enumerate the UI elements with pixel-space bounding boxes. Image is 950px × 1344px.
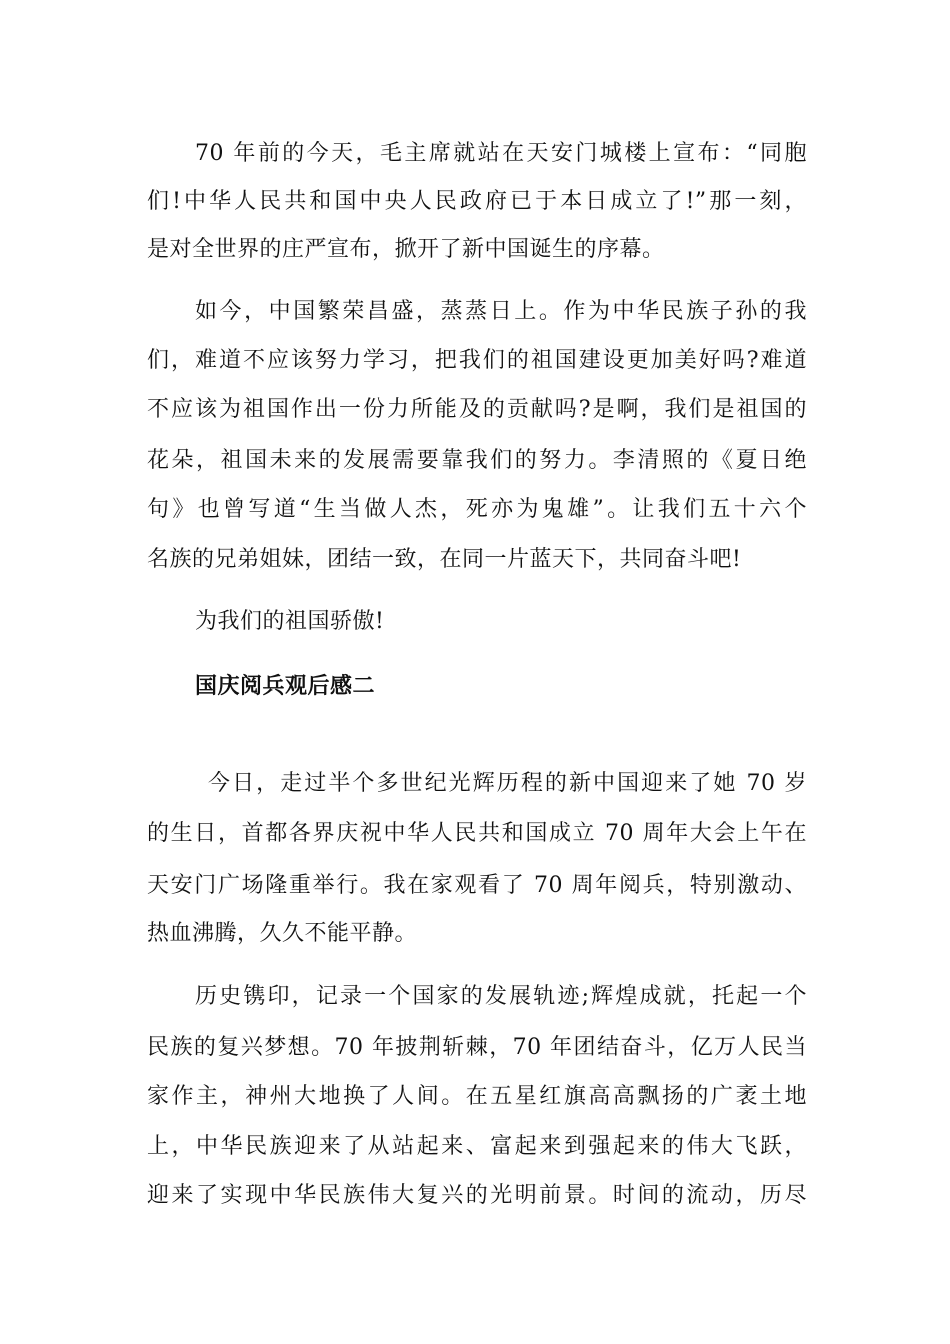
- text-line: 历史镌印，记录一个国家的发展轨迹;辉煌成就，托起一个: [195, 984, 807, 1009]
- text-line: 天安门广场隆重举行。我在家观看了 70 周年阅兵，特别激动、: [147, 873, 807, 898]
- text-line: 花朵，祖国未来的发展需要靠我们的努力。李清照的《夏日绝: [147, 448, 807, 473]
- text-line: 们，难道不应该努力学习，把我们的祖国建设更加美好吗?难道: [147, 348, 807, 373]
- text-line: 70 年前的今天，毛主席就站在天安门城楼上宣布：“同胞: [195, 141, 807, 166]
- text-line: 为我们的祖国骄傲!: [195, 609, 385, 634]
- section-heading: 国庆阅兵观后感二: [195, 673, 376, 699]
- text-line: 民族的复兴梦想。70 年披荆斩棘，70 年团结奋斗，亿万人民当: [147, 1035, 807, 1060]
- text-line: 们!中华人民共和国中央人民政府已于本日成立了!”那一刻，: [147, 189, 807, 214]
- text-line: 名族的兄弟姐妹，团结一致，在同一片蓝天下，共同奋斗吧!: [147, 547, 742, 572]
- text-line: 上，中华民族迎来了从站起来、富起来到强起来的伟大飞跃，: [147, 1134, 807, 1159]
- text-line: 迎来了实现中华民族伟大复兴的光明前景。时间的流动，历尽: [147, 1183, 807, 1208]
- text-line: 如今，中国繁荣昌盛，蒸蒸日上。作为中华民族子孙的我: [195, 299, 807, 324]
- text-line: 的生日，首都各界庆祝中华人民共和国成立 70 周年大会上午在: [147, 821, 807, 846]
- text-line: 是对全世界的庄严宣布，掀开了新中国诞生的序幕。: [147, 237, 665, 262]
- text-line: 家作主，神州大地换了人间。在五星红旗高高飘扬的广袤土地: [147, 1084, 807, 1109]
- text-line: 今日，走过半个多世纪光辉历程的新中国迎来了她 70 岁: [208, 771, 807, 796]
- text-line: 热血沸腾，久久不能平静。: [147, 921, 418, 946]
- text-line: 句》也曾写道“生当做人杰，死亦为鬼雄”。让我们五十六个: [147, 497, 807, 522]
- text-line: 不应该为祖国作出一份力所能及的贡献吗?是啊，我们是祖国的: [147, 397, 807, 422]
